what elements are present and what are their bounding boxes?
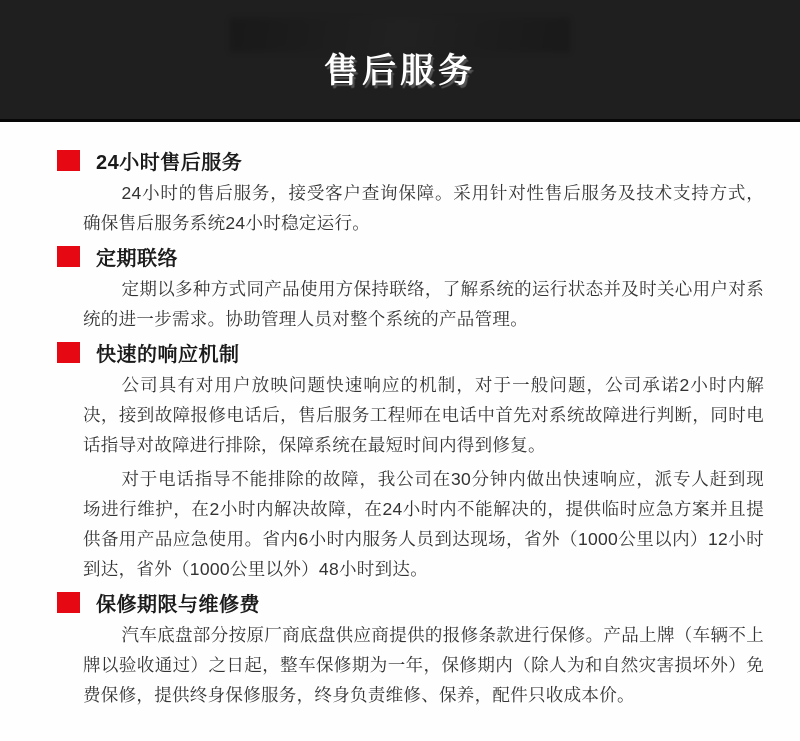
red-square-bullet-icon bbox=[57, 246, 80, 267]
section-24hour-service bbox=[57, 148, 764, 238]
section-heading: 定期联络 bbox=[96, 247, 178, 270]
section-heading-row bbox=[57, 244, 764, 268]
section-paragraph: 公司具有对用户放映问题快速响应的机制，对于一般问题，公司承诺2小时内解决，接到故障报修电话后，售后服务工程师在电话中首先对系统故障进行判断，同时电话指导对故障进行排除，保障系统在最短时间内得到修复。 bbox=[83, 375, 764, 455]
section-heading-row bbox=[57, 590, 764, 614]
section-heading: 24小时售后服务 bbox=[96, 151, 243, 174]
section-paragraph: 定期以多种方式同产品使用方保持联络，了解系统的运行状态并及时关心用户对系统的进一步需求。协助管理人员对整个系统的产品管理。 bbox=[83, 279, 764, 329]
section-heading: 快速的响应机制 bbox=[96, 343, 240, 366]
section-paragraph: 汽车底盘部分按原厂商底盘供应商提供的报修条款进行保修。产品上牌（车辆不上牌以验收通过）之日起，整车保修期为一年，保修期内（除人为和自然灾害损坏外）免费保修，提供终身保修服务，终身负责维修、保养，配件只收成本价。 bbox=[83, 625, 764, 705]
section-heading: 保修期限与维修费 bbox=[96, 593, 260, 616]
section-regular-contact bbox=[57, 244, 764, 334]
red-square-bullet-icon bbox=[57, 342, 80, 363]
section-heading-row bbox=[57, 148, 764, 172]
section-warranty-and-fees bbox=[57, 590, 764, 710]
page-title: 售后服务 bbox=[324, 52, 476, 90]
page-header-band bbox=[0, 0, 800, 122]
red-square-bullet-icon bbox=[57, 592, 80, 613]
section-paragraph: 对于电话指导不能排除的故障，我公司在30分钟内做出快速响应，派专人赶到现场进行维护，在2小时内解决故障，在24小时内不能解决的，提供临时应急方案并且提供备用产品应急使用。省内6小时内服务人员到达现场，省外（1000公里以内）12小时到达，省外（1000公里以外）48小时到达。 bbox=[83, 469, 764, 579]
section-rapid-response bbox=[57, 340, 764, 584]
red-square-bullet-icon bbox=[57, 150, 80, 171]
section-paragraph: 24小时的售后服务，接受客户查询保障。采用针对性售后服务及技术支持方式，确保售后服务系统24小时稳定运行。 bbox=[83, 183, 764, 233]
section-heading-row bbox=[57, 340, 764, 364]
content-area bbox=[0, 122, 800, 710]
